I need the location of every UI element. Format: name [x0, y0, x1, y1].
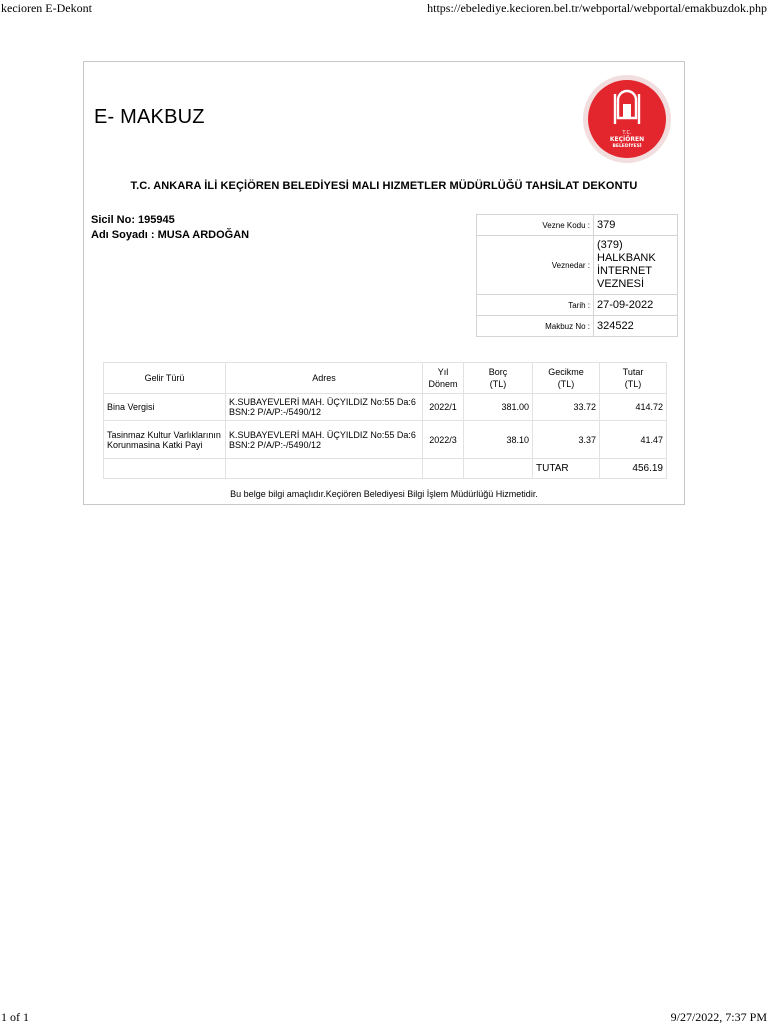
info-label: Tarih : — [477, 295, 594, 316]
cell-gecikme: 3.37 — [533, 421, 600, 459]
col-header-yil-donem: Yıl Dönem — [423, 363, 464, 394]
cell-adres: K.SUBAYEVLERİ MAH. ÜÇYILDIZ No:55 Da:6 BSN:2 P/A/P:-/5490/12 — [226, 421, 423, 459]
cell-tutar: 41.47 — [600, 421, 667, 459]
cell-borc: 38.10 — [464, 421, 533, 459]
cell-gelir-turu: Tasinmaz Kultur Varlıklarının Korunmasina Katki Payi — [104, 421, 226, 459]
table-row — [104, 394, 667, 421]
total-value: 456.19 — [600, 459, 667, 479]
empty-cell — [423, 459, 464, 479]
print-footer-page: 1 of 1 — [1, 1010, 29, 1024]
kecioren-municipality-logo-icon — [582, 74, 672, 164]
print-footer-datetime: 9/27/2022, 7:37 PM — [670, 1010, 767, 1024]
print-header-url: https://ebelediye.kecioren.bel.tr/webportal/webportal/emakbuzdok.php — [427, 1, 767, 15]
department-title: T.C. ANKARA İLİ KEÇİÖREN BELEDİYESİ MALI HIZMETLER MÜDÜRLÜĞÜ TAHSİLAT DEKONTU — [130, 180, 638, 192]
table-header-row — [104, 363, 667, 394]
cashier-info-table — [476, 214, 678, 337]
info-value: (379) HALKBANK İNTERNET VEZNESİ — [594, 236, 678, 295]
receipt — [83, 61, 685, 505]
info-row — [477, 295, 678, 316]
print-header — [0, 0, 768, 16]
cell-gecikme: 33.72 — [533, 394, 600, 421]
sicil-number: Sicil No: 195945 — [91, 214, 175, 226]
payer-name: Adı Soyadı : MUSA ARDOĞAN — [91, 229, 250, 241]
info-value: 324522 — [594, 316, 678, 337]
info-row — [477, 316, 678, 337]
cell-tutar: 414.72 — [600, 394, 667, 421]
col-header-gecikme: Gecikme (TL) — [533, 363, 600, 394]
logo-line-3: BELEDİYESİ — [612, 144, 642, 149]
col-header-gelir-turu: Gelir Türü — [104, 363, 226, 394]
cell-borc: 381.00 — [464, 394, 533, 421]
logo-line-1: T.C. — [622, 130, 632, 136]
empty-cell — [226, 459, 423, 479]
cell-yil-donem: 2022/1 — [423, 394, 464, 421]
disclaimer-note: Bu belge bilgi amaçlıdır.Keçiören Belediyesi Bilgi İşlem Müdürlüğü Hizmetidir. — [230, 489, 538, 499]
print-header-title: kecioren E-Dekont — [1, 1, 92, 15]
info-row — [477, 236, 678, 295]
table-row — [104, 421, 667, 459]
empty-cell — [104, 459, 226, 479]
cell-adres: K.SUBAYEVLERİ MAH. ÜÇYILDIZ No:55 Da:6 BSN:2 P/A/P:-/5490/12 — [226, 394, 423, 421]
total-label: TUTAR — [533, 459, 600, 479]
receipt-title: E- MAKBUZ — [94, 106, 205, 128]
info-value: 27-09-2022 — [594, 295, 678, 316]
cell-yil-donem: 2022/3 — [423, 421, 464, 459]
col-header-adres: Adres — [226, 363, 423, 394]
payment-items-table — [103, 362, 667, 479]
print-footer — [0, 1008, 768, 1024]
info-row — [477, 215, 678, 236]
empty-cell — [464, 459, 533, 479]
info-label: Veznedar : — [477, 236, 594, 295]
info-value: 379 — [594, 215, 678, 236]
info-label: Vezne Kodu : — [477, 215, 594, 236]
col-header-tutar: Tutar (TL) — [600, 363, 667, 394]
cell-gelir-turu: Bina Vergisi — [104, 394, 226, 421]
logo-line-2: KEÇİÖREN — [609, 136, 645, 143]
info-label: Makbuz No : — [477, 316, 594, 337]
payer-info — [91, 213, 249, 243]
total-row — [104, 459, 667, 479]
col-header-borc: Borç (TL) — [464, 363, 533, 394]
